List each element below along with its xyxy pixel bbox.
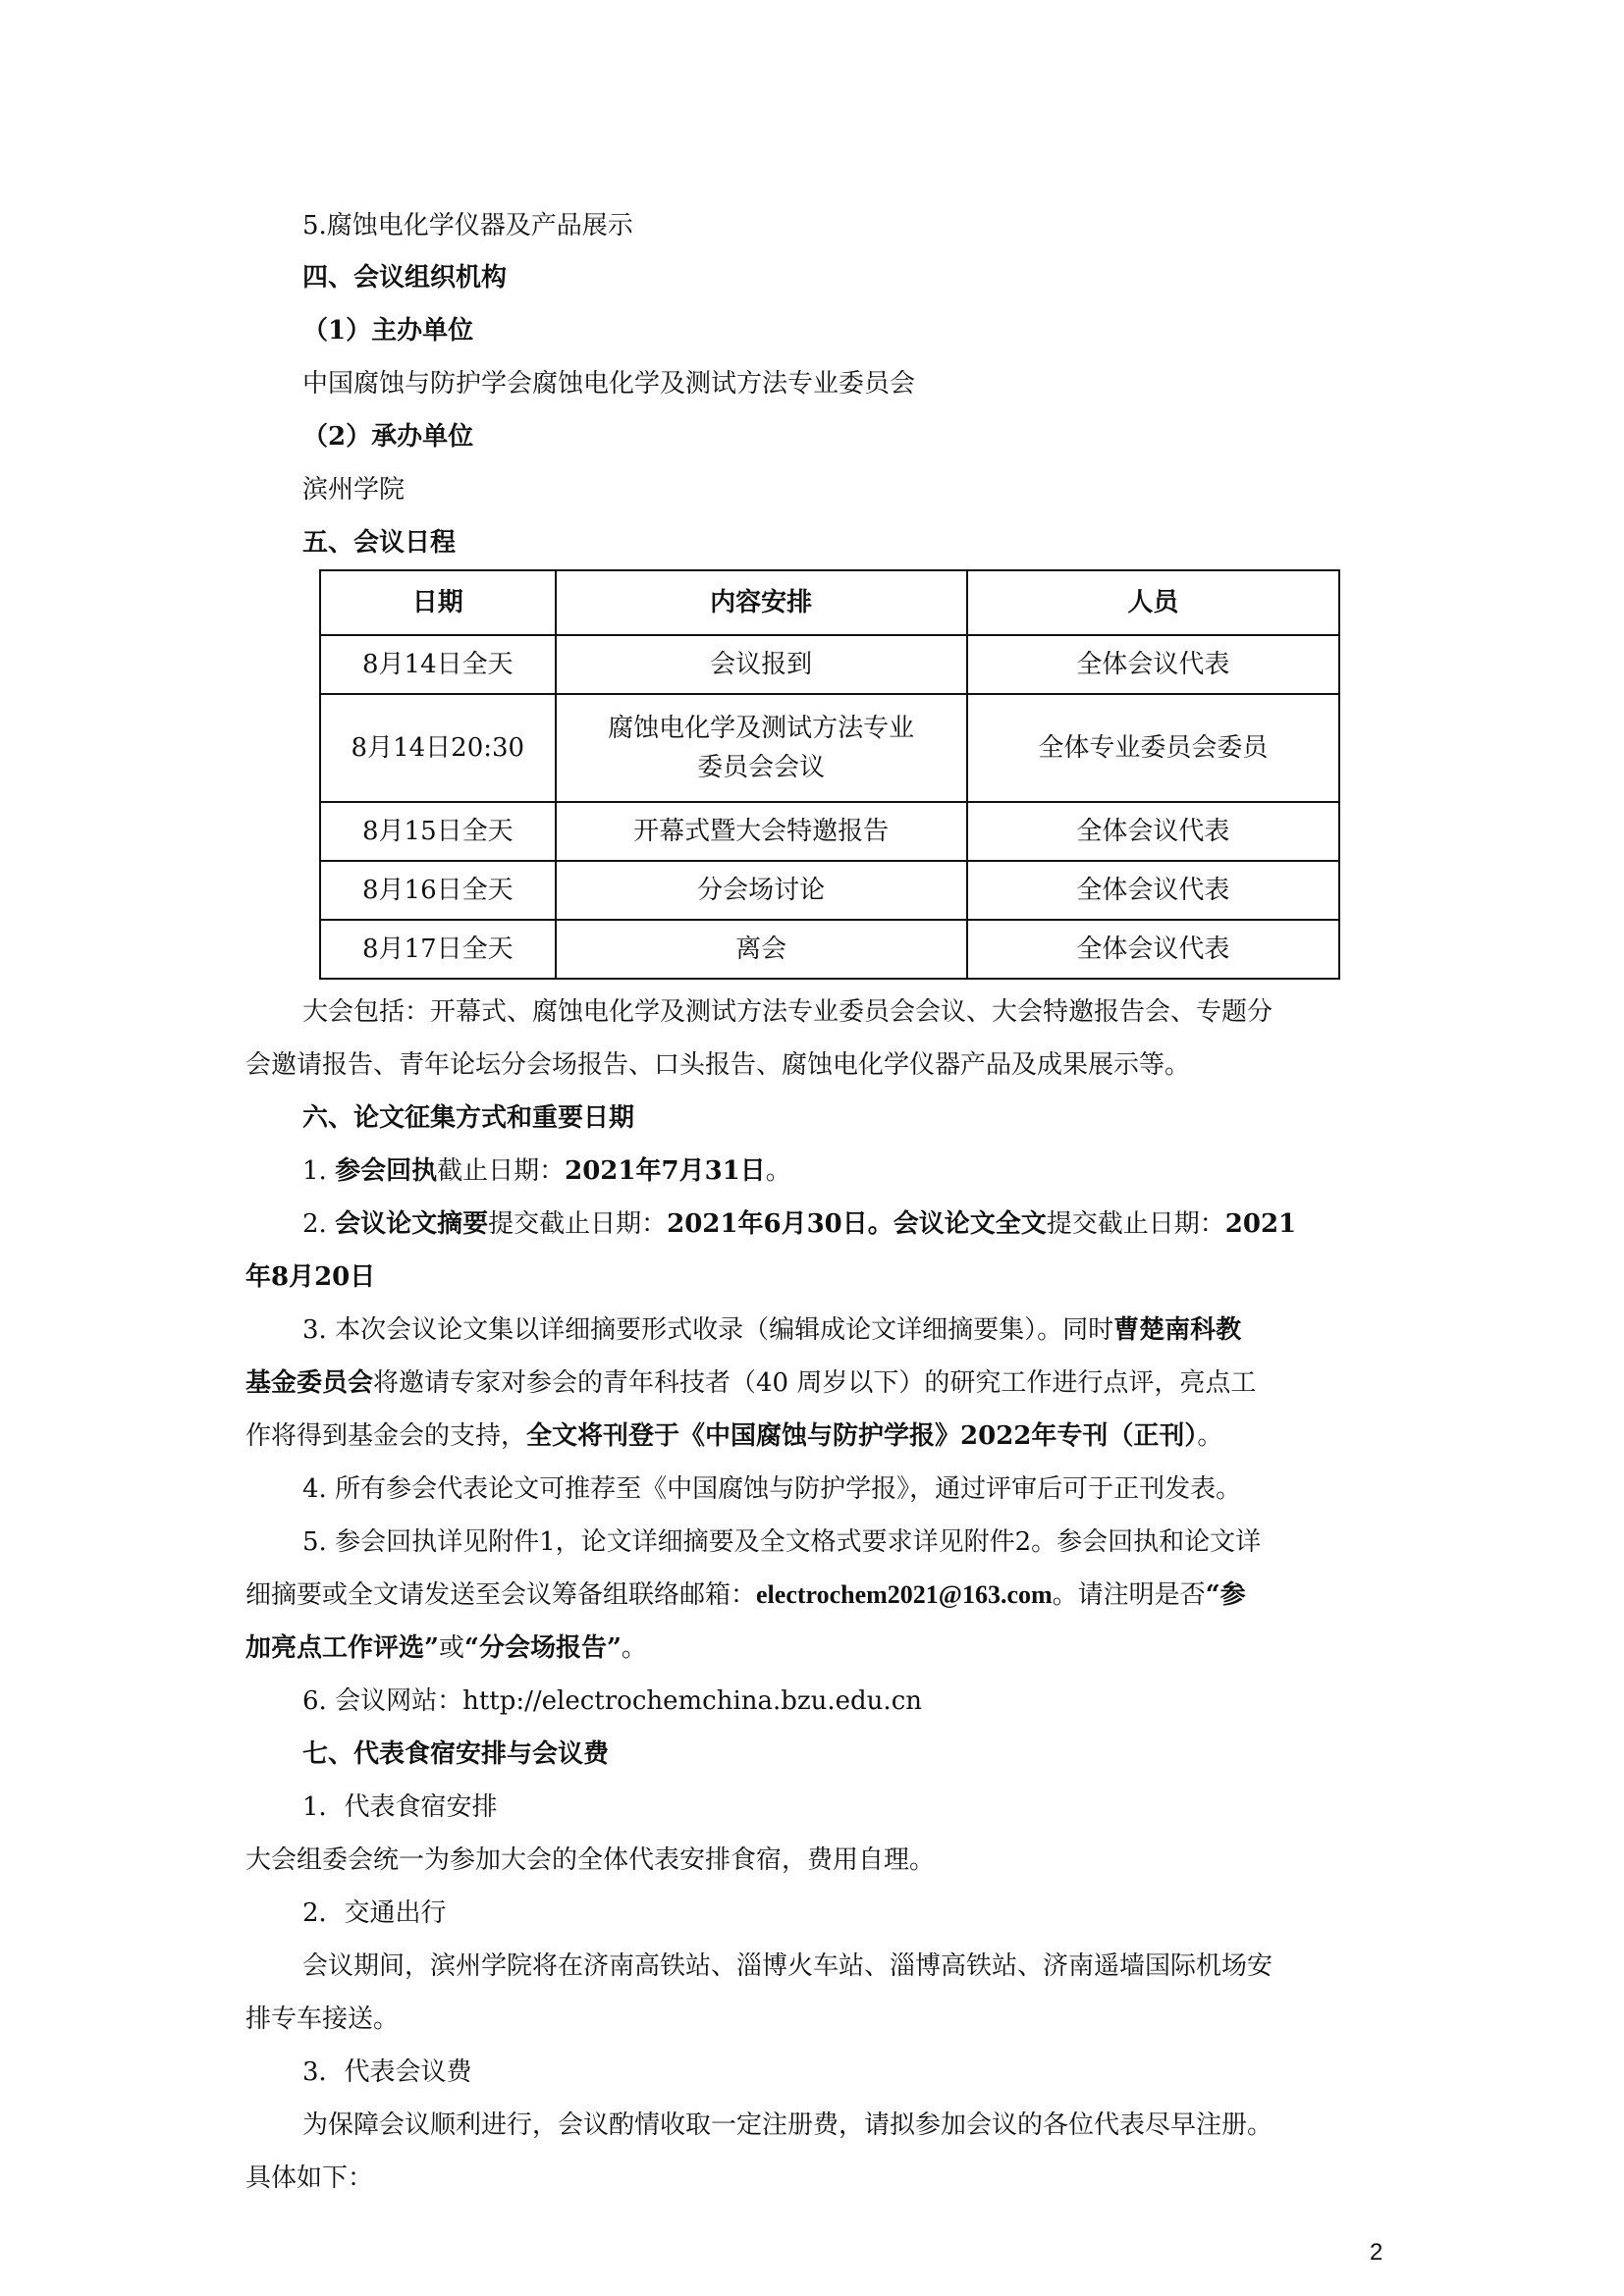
item-1-num: 1. xyxy=(302,1156,336,1186)
accommodation-text: 大会组委会统一为参加大会的全体代表安排食宿，费用自理。 xyxy=(245,1845,936,1875)
page-number: 2 xyxy=(1370,2239,1383,2266)
table-row xyxy=(320,920,1339,979)
organizer-org: 滨州学院 xyxy=(302,475,406,505)
item-5-option2: “分会场报告” xyxy=(463,1633,622,1663)
transport-text-line1: 会议期间，滨州学院将在济南高铁站、淄博火车站、淄博高铁站、济南遥墙国际机场安 xyxy=(302,1951,1273,1981)
cell-date: 8月17日全天 xyxy=(320,920,556,979)
item-1-date: 2021年7月31日 xyxy=(565,1156,766,1186)
item-3-text3: 作将得到基金会的支持， xyxy=(245,1421,527,1451)
item-5-line2 xyxy=(0,1575,1624,1615)
cell-date: 8月15日全天 xyxy=(320,802,556,861)
cell-content-line: 委员会会议 xyxy=(697,753,826,782)
table-row xyxy=(320,694,1339,802)
table-row xyxy=(320,635,1339,694)
cell-people: 全体会议代表 xyxy=(967,861,1339,920)
section-heading-5: 五、会议日程 xyxy=(302,528,457,558)
item-5-text2: 。请注明是否 xyxy=(1052,1580,1206,1610)
includes-paragraph-line2: 会邀请报告、青年论坛分会场报告、口头报告、腐蚀电化学仪器产品及成果展示等。 xyxy=(245,1050,1191,1080)
item-3-bold2: 基金委员会 xyxy=(245,1368,374,1398)
item-3-bold: 曹楚南科教 xyxy=(1113,1315,1242,1345)
contact-email: electrochem2021@163.com xyxy=(756,1580,1053,1609)
list-item-5: 5.腐蚀电化学仪器及产品展示 xyxy=(302,211,633,240)
item-2-line2: 年8月20日 xyxy=(245,1262,376,1292)
item-3-line2 xyxy=(0,1363,1624,1403)
item-2-line1 xyxy=(0,1204,1624,1244)
section-heading-7: 七、代表食宿安排与会议费 xyxy=(302,1739,610,1769)
section-heading-4: 四、会议组织机构 xyxy=(302,263,508,293)
item-2-date: 2021年6月30日。会议论文全文 xyxy=(667,1209,1047,1239)
item-3-line3 xyxy=(0,1416,1624,1456)
schedule-table xyxy=(319,569,1340,980)
cell-date: 8月14日全天 xyxy=(320,635,556,694)
cell-people: 全体会议代表 xyxy=(967,635,1339,694)
cell-people: 全体会议代表 xyxy=(967,920,1339,979)
cell-content-line: 腐蚀电化学及测试方法专业 xyxy=(608,714,915,743)
item-2-year: 2021 xyxy=(1224,1209,1297,1239)
cell-people: 全体专业委员会委员 xyxy=(967,694,1339,802)
cell-content: 会议报到 xyxy=(556,635,967,694)
subheading-organizer: （2）承办单位 xyxy=(302,422,474,452)
item-5-text: 细摘要或全文请发送至会议筹备组联络邮箱： xyxy=(245,1580,757,1610)
header-content: 内容安排 xyxy=(556,570,967,635)
item-3-text2: 将邀请专家对参会的青年科技者（40 周岁以下）的研究工作进行点评，亮点工 xyxy=(373,1368,1257,1398)
item-5-end: 。 xyxy=(621,1633,647,1663)
item-2-num: 2. xyxy=(302,1209,336,1239)
table-row xyxy=(320,802,1339,861)
subheading-accommodation: 1．代表食宿安排 xyxy=(302,1792,498,1822)
cell-content: 分会场讨论 xyxy=(556,861,967,920)
item-5-quote-start: “参 xyxy=(1205,1580,1246,1610)
cell-people: 全体会议代表 xyxy=(967,802,1339,861)
cell-content: 开幕式暨大会特邀报告 xyxy=(556,802,967,861)
subheading-host: （1）主办单位 xyxy=(302,316,474,346)
cell-date: 8月14日20:30 xyxy=(320,694,556,802)
cell-date: 8月16日全天 xyxy=(320,861,556,920)
item-5-option1: 加亮点工作评选” xyxy=(245,1633,439,1663)
item-4: 4. 所有参会代表论文可推荐至《中国腐蚀与防护学报》，通过评审后可于正刊发表。 xyxy=(302,1474,1242,1504)
item-2-text2: 提交截止日期： xyxy=(1046,1209,1225,1239)
item-1-end: 。 xyxy=(765,1156,791,1186)
item-3-bold3: 全文将刊登于《中国腐蚀与防护学报》2022年专刊（正刊） xyxy=(526,1421,1198,1451)
fee-text-line1: 为保障会议顺利进行，会议酌情收取一定注册费，请拟参加会议的各位代表尽早注册。 xyxy=(302,2110,1273,2140)
fee-text-line2: 具体如下： xyxy=(245,2163,374,2193)
item-3-text: 3. 本次会议论文集以详细摘要形式收录（编辑成论文详细摘要集）。同时 xyxy=(302,1315,1114,1345)
transport-text-line2: 排专车接送。 xyxy=(245,2004,400,2034)
item-5-line3 xyxy=(0,1629,1624,1668)
item-5-or: 或 xyxy=(438,1633,464,1663)
subheading-transport: 2．交通出行 xyxy=(302,1898,447,1928)
item-2-bold: 会议论文摘要 xyxy=(335,1209,489,1239)
host-org: 中国腐蚀与防护学会腐蚀电化学及测试方法专业委员会 xyxy=(302,369,916,399)
item-3-end: 。 xyxy=(1197,1421,1223,1451)
item-1 xyxy=(0,1151,1624,1191)
table-row xyxy=(320,861,1339,920)
subheading-fee: 3．代表会议费 xyxy=(302,2057,472,2087)
cell-content: 离会 xyxy=(556,920,967,979)
item-2-text: 提交截止日期： xyxy=(488,1209,668,1239)
table-header-row xyxy=(320,570,1339,635)
header-date: 日期 xyxy=(320,570,556,635)
cell-content xyxy=(556,694,967,802)
item-6-website: 6. 会议网站：http://electrochemchina.bzu.edu.cn xyxy=(302,1686,922,1716)
item-1-bold: 参会回执 xyxy=(335,1156,438,1186)
section-heading-6: 六、论文征集方式和重要日期 xyxy=(302,1103,635,1133)
item-3-line1 xyxy=(0,1310,1624,1350)
includes-paragraph-line1: 大会包括：开幕式、腐蚀电化学及测试方法专业委员会会议、大会特邀报告会、专题分 xyxy=(302,997,1273,1027)
header-people: 人员 xyxy=(967,570,1339,635)
item-1-text: 截止日期： xyxy=(437,1156,566,1186)
item-5-line1: 5. 参会回执详见附件1，论文详细摘要及全文格式要求详见附件2。参会回执和论文详 xyxy=(302,1527,1262,1557)
